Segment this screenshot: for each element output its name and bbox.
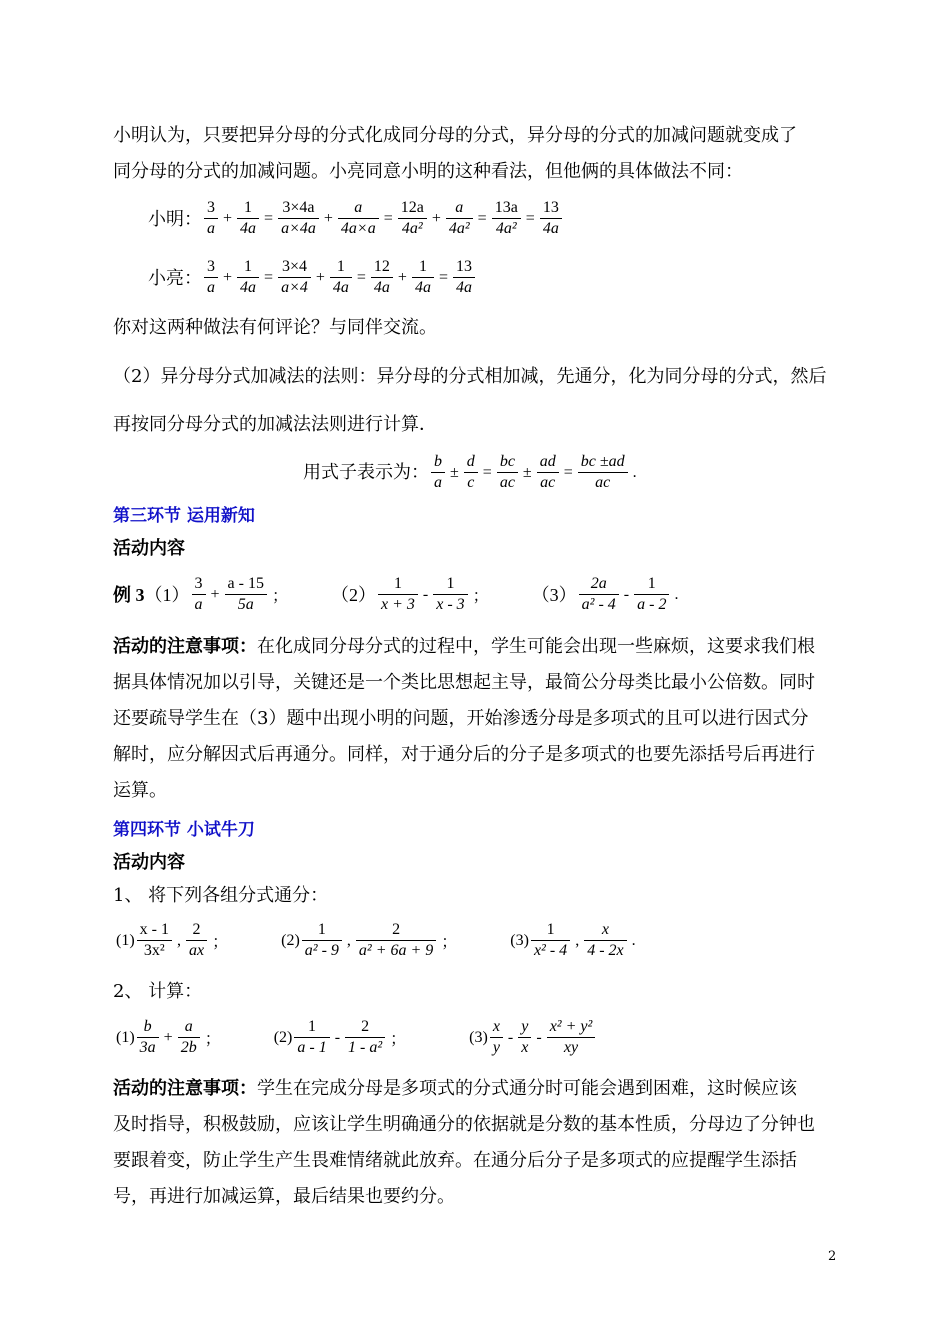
fraction: $\frac{1}{\text{a² - 9}}$ (302, 920, 342, 961)
fraction: $\frac{x - 1}{\text{3x²}}$ (137, 920, 172, 961)
fraction: $\frac{12}{4a}$ (371, 257, 393, 298)
fraction: $\frac{3}{a}$ (204, 257, 218, 298)
task-1: 1、 将下列各组分式通分： (113, 885, 329, 906)
section4-note: 活动的注意事项：学生在完成分母是多项式的分式通分时可能会遇到困难，这时候应该 及时指导，积极鼓励，应该让学生明确通分的依据就是分数的基本性质，分母边了分钟也 要跟着变，防止学生产生畏难情绪就此放弃。在通分后分子是多项式的应提醒学生添括 号，再进行加减运算，最后结果也要约分。 (113, 1078, 815, 1207)
fraction: $\frac{13}{4a}$ (453, 257, 475, 298)
fraction: $\frac{1}{4a}$ (412, 257, 434, 298)
fraction: $\frac{1}{4a}$ (237, 257, 259, 298)
section3-title: 第三环节 运用新知 (113, 506, 255, 526)
fraction: $\frac{13a}{\text{4a²}}$ (492, 198, 521, 239)
xiaoliang-label: 小亮： (148, 267, 202, 288)
fraction: $\frac{1}{x - 3}$ (433, 574, 467, 615)
xiaoming-label: 小明： (148, 208, 202, 229)
xiaoliang-equation: 小亮： $\frac{3}{a}$ + $\frac{1}{4a}$ = $\frac{3\times 4}{a\times 4}$ + $\frac{1}{4a}$ = $\frac{12}{4a}$ + $\frac{1}{4a}$ = $\frac{13}{4a}$ (148, 257, 477, 298)
task-2-items: (1) $\frac{b}{3a}$ + $\frac{a}{2b}$ ； (2) $\frac{1}{a - 1}$ - $\frac{2}{\text{1 - a²}}$ ； (3) $\frac{x}{y}$ - $\frac{y}{x}$ - $\frac{\text{x² + y²}}{xy}$ (116, 1017, 597, 1058)
section4-activity: 活动内容 (113, 852, 185, 873)
fraction: $\frac{ad}{ac}$ (537, 452, 559, 493)
fraction: $\frac{a}{4a\times a}$ (338, 198, 379, 239)
example-label: 例 3 (113, 584, 145, 605)
fraction: $\frac{a}{2b}$ (178, 1017, 200, 1058)
task-2: 2、 计算： (113, 981, 203, 1002)
fraction: $\frac{13}{4a}$ (540, 198, 562, 239)
fraction: $\frac{12a}{\text{4a²}}$ (398, 198, 427, 239)
section3-activity: 活动内容 (113, 538, 185, 559)
fraction: $\frac{2}{ax}$ (186, 920, 207, 961)
fraction: $\frac{bc}{ac}$ (497, 452, 518, 493)
intro-line-2: 同分母的分式的加减问题。小亮同意小明的这种看法，但他俩的具体做法不同： (113, 161, 743, 182)
fraction: $\frac{\text{x² + y²}}{xy}$ (547, 1017, 596, 1058)
fraction: $\frac{3}{a}$ (204, 198, 218, 239)
fraction: $\frac{2}{\text{1 - a²}}$ (345, 1017, 385, 1058)
fraction: $\frac{1}{4a}$ (237, 198, 259, 239)
section4-title: 第四环节 小试牛刀 (113, 820, 255, 840)
fraction: $\frac{y}{x}$ (518, 1017, 531, 1058)
rule-prefix: （2）异分母分式加减法的法则： (113, 366, 377, 387)
fraction: $\frac{3\times 4}{a\times 4}$ (278, 257, 311, 298)
section3-note: 活动的注意事项：在化成同分母分式的过程中，学生可能会出现一些麻烦，这要求我们根 据具体情况加以引导，关键还是一个类比思想起主导，最简公分母类比最小公倍数。同时 还要疏导学生在（3）题中出现小明的问题，开始渗透分母是多项式的且可以进行因式分 解时，应分解因式后再通分。同样，对于通分后的分子是多项式的也要先添括号后再进行 运算。 (113, 636, 815, 801)
fraction: $\frac{x}{4 - 2x}$ (584, 920, 626, 961)
formula-label: 用式子表示为： (303, 461, 429, 483)
fraction: $\frac{2a}{\text{a² - 4}}$ (579, 574, 619, 615)
fraction: $\frac{2}{\text{a² + 6a + 9}}$ (356, 920, 436, 961)
fraction: $\frac{bc \pm ad}{ac}$ (578, 452, 628, 493)
fraction: $\frac{1}{a - 2}$ (634, 574, 669, 615)
fraction: $\frac{1}{a - 1}$ (294, 1017, 329, 1058)
rule-bold-text: 异分母的分式相加减，先通分，化为同分母的分式，然后 (376, 366, 827, 387)
rule-line-2: 再按同分母分式的加减法法则进行计算． (113, 414, 437, 435)
fraction: $\frac{3}{a}$ (192, 574, 206, 615)
note-title: 活动的注意事项： (113, 636, 257, 657)
intro-line-1: 小明认为，只要把异分母的分式化成同分母的分式，异分母的分式的加减问题就变成了 (113, 125, 797, 146)
page-number: 2 (828, 1249, 837, 1264)
note-title: 活动的注意事项： (113, 1078, 257, 1099)
fraction: $\frac{1}{x + 3}$ (378, 574, 418, 615)
rule-formula: 用式子表示为： $\frac{b}{a}$ ± $\frac{d}{c}$ = $\frac{bc}{ac}$ ± $\frac{ad}{ac}$ = $\frac{bc \pm ad}{ac}$ . (303, 453, 637, 491)
fraction: $\frac{a - 15}{5a}$ (225, 574, 267, 615)
fraction: $\frac{3\times 4a}{a\times 4a}$ (278, 198, 319, 239)
fraction: $\frac{d}{c}$ (464, 452, 478, 493)
fraction: $\frac{1}{4a}$ (330, 257, 352, 298)
example-3: 例 3 （1） $\frac{3}{a}$ + $\frac{a - 15}{5a}$ ； （2） $\frac{1}{x + 3}$ - $\frac{1}{x - 3}$ ； （3） $\frac{2a}{\text{a² - 4}}$ - $\frac{1}{a - 2}$ . (113, 575, 679, 613)
fraction: $\frac{a}{\text{4a²}}$ (446, 198, 473, 239)
fraction: $\frac{x}{y}$ (490, 1017, 503, 1058)
fraction: $\frac{b}{a}$ (431, 452, 445, 493)
fraction: $\frac{1}{\text{x² - 4}}$ (531, 920, 570, 961)
task-1-items: (1) $\frac{x - 1}{\text{3x²}}$ , $\frac{2}{ax}$ ； (2) $\frac{1}{\text{a² - 9}}$ , $\frac{2}{\text{a² + 6a + 9}}$ ； (3) $\frac{1}{\text{x² - 4}}$ , $\frac{x}{4 - 2x}$ . (116, 921, 636, 959)
xiaoming-equation: 小明： $\frac{3}{a}$ + $\frac{1}{4a}$ = $\frac{3\times 4a}{a\times 4a}$ + $\frac{a}{4a\times a}$ = $\frac{12a}{\text{4a²}}$ + $\frac{a}{\text{4a²}}$ = $\frac{13a}{\text{4a²}}$ = $\frac{13}{4a}$ (148, 198, 564, 239)
rule-line-1 (113, 362, 826, 392)
fraction: $\frac{b}{3a}$ (137, 1017, 159, 1058)
discuss-text: 你对这两种做法有何评论？与同伴交流。 (113, 317, 437, 338)
